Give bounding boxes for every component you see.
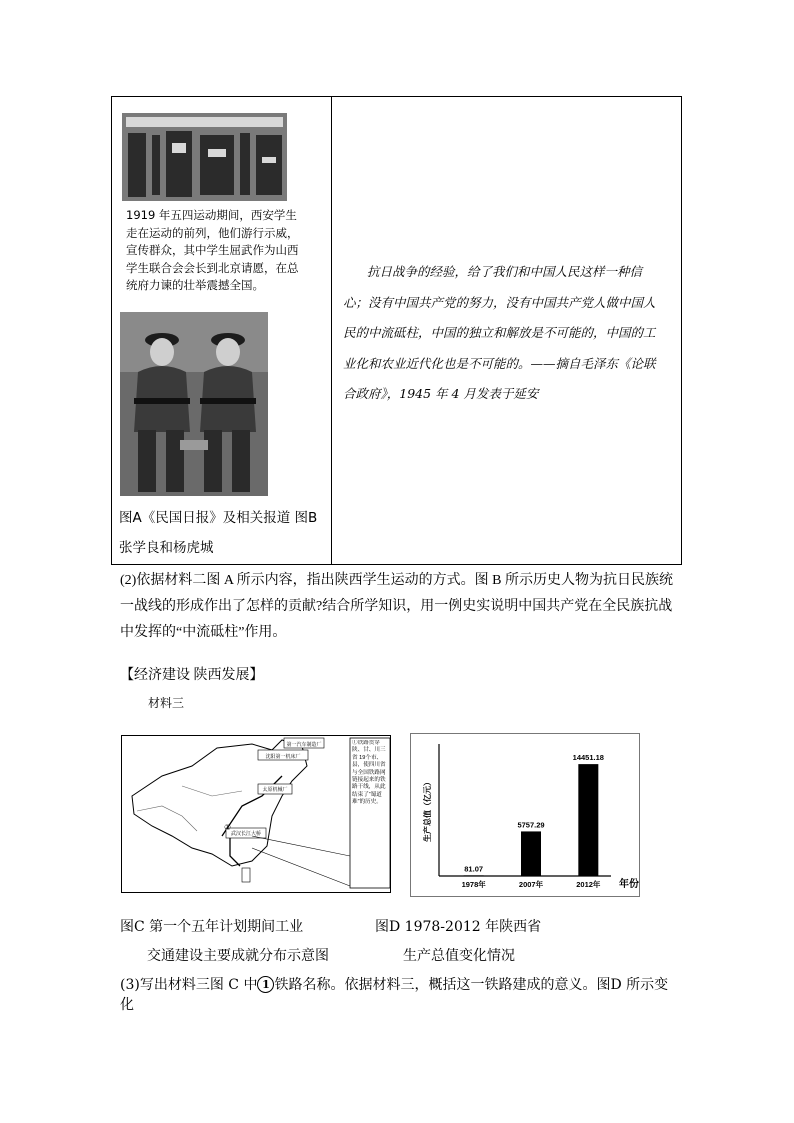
map-marker-1: ① (224, 823, 232, 832)
newspaper-image (122, 113, 287, 201)
map-note: ①铁路贯穿陕、甘、川三省 19个市、县，使四川省与全国铁路网链接起来的铁路干线，从此结束了“蜀道难”的历史。 (352, 740, 386, 806)
bar-2 (578, 764, 598, 876)
figure-c-caption-2: 交通建设主要成就分布示意图 (147, 948, 329, 964)
table-column-divider (331, 96, 332, 565)
figure-d-caption-1: 图D 1978-2012 年陕西省 (375, 919, 542, 935)
gdp-bar-chart (410, 733, 640, 897)
figure-ab-caption: 图A《民国日报》及相关报道 图B张学良和杨虎城 (119, 510, 318, 556)
bar-value-label-1: 5757.29 (517, 820, 545, 830)
photo-zhang-yang (120, 312, 268, 496)
figure-d-caption-2: 生产总值变化情况 (403, 948, 515, 964)
railway-map (121, 735, 391, 893)
map-label-wuhan: 武汉长江大桥 (230, 831, 262, 837)
x-tick-label-2: 2012年 (576, 880, 601, 889)
bar-value-label-0: 81.07 (464, 864, 484, 874)
figure-c-caption-1: 图C 第一个五年计划期间工业 (120, 919, 304, 935)
bar-1 (521, 831, 541, 876)
map-label-car: 第一汽车制造厂 (286, 742, 322, 748)
x-tick-label-1: 2007年 (518, 880, 544, 889)
circled-number: 1 (257, 976, 274, 993)
map-label-taiyuan: 太原机械厂 (262, 787, 288, 793)
quote-text: 抗日战争的经验，给了我们和中国人民这样一种信心；没有中国共产党的努力，没有中国共产党人做中国人民的中流砥柱，中国的独立和解放是不可能的，中国的工业化和农业近代化也是不可能的。——摘自毛泽东《论联合政府》，1945 年 4 月发表于延安 (343, 264, 656, 401)
chart-svg (411, 734, 641, 898)
figure-a-caption: 1919 年五四运动期间，西安学生走在运动的前列，他们游行示威，宣传群众，其中学生屈武作为山西学生联合会会长到北京请愿，在总统府力谏的壮举震撼全国。 (126, 208, 299, 292)
chart-xlabel: 年份 (619, 879, 639, 890)
bar-value-label-2: 14451.18 (572, 753, 604, 763)
question-3-before: (3)写出材料三图 C 中 (120, 977, 258, 993)
question-3-after: 铁路名称。依据材料三，概括这一铁路建成的意义。图D 所示变化 (120, 977, 669, 1013)
section-heading: 【经济建设 陕西发展】 (120, 668, 264, 683)
bar-0 (464, 875, 484, 876)
question-3 (120, 974, 680, 1014)
chart-ylabel: 生产总值（亿元） (423, 778, 432, 842)
question-2: (2)依据材料二图 A 所示内容，指出陕西学生运动的方式。图 B 所示历史人物为抗日民族统一战线的形成作出了怎样的贡献?结合所学知识，用一例史实说明中国共产党在全民族抗战中发挥的“中流砥柱”作用。 (120, 573, 673, 640)
material-3-label: 材料三 (148, 696, 185, 710)
mao-quote (343, 257, 663, 410)
x-tick-label-0: 1978年 (461, 880, 486, 889)
map-label-factory: 沈阳第一机床厂 (265, 754, 301, 760)
